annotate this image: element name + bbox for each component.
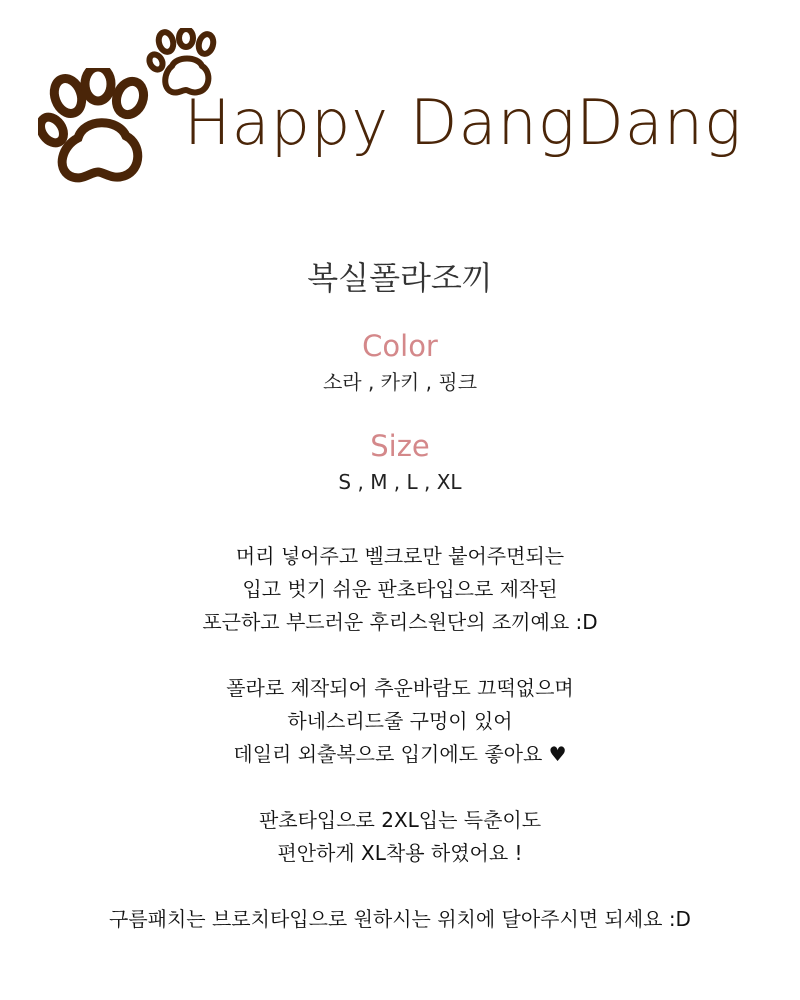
description-paragraph-3 [0,804,800,870]
size-options: S , M , L , XL [338,470,462,494]
product-title: 복실폴라조끼 [307,259,493,297]
color-options: 소라 , 카키 , 핑크 [322,370,478,394]
brand-logo [38,28,778,198]
description-paragraph-4 [0,903,800,936]
description-text: 데일리 외출복으로 입기에도 좋아요 [233,742,543,766]
description-paragraph-2 [0,672,800,771]
size-label: Size [370,429,430,463]
heart-icon: ♥ [548,742,567,766]
description-line: 판초타입으로 2XL입는 득춘이도 [258,808,542,832]
description-line: 구름패치는 브로치타입으로 원하시는 위치에 달아주시면 되세요 :D [109,907,691,931]
description-line-with-heart [0,738,800,771]
paw-print-icon [38,68,160,190]
color-label: Color [362,329,438,363]
description-line: 폴라로 제작되어 추운바람도 끄떡없으며 [226,676,574,700]
description-line: 입고 벗기 쉬운 판초타입으로 제작된 [242,577,558,601]
brand-name: Happy DangDang [184,86,743,159]
description-line: 머리 넣어주고 벨크로만 붙어주면되는 [235,544,565,568]
description-line: 포근하고 부드러운 후리스원단의 조끼예요 :D [202,610,598,634]
product-description [0,248,800,936]
description-line: 편안하게 XL착용 하였어요 ! [277,841,523,865]
description-line: 하네스리드줄 구멍이 있어 [287,709,513,733]
description-paragraph-1 [0,540,800,639]
